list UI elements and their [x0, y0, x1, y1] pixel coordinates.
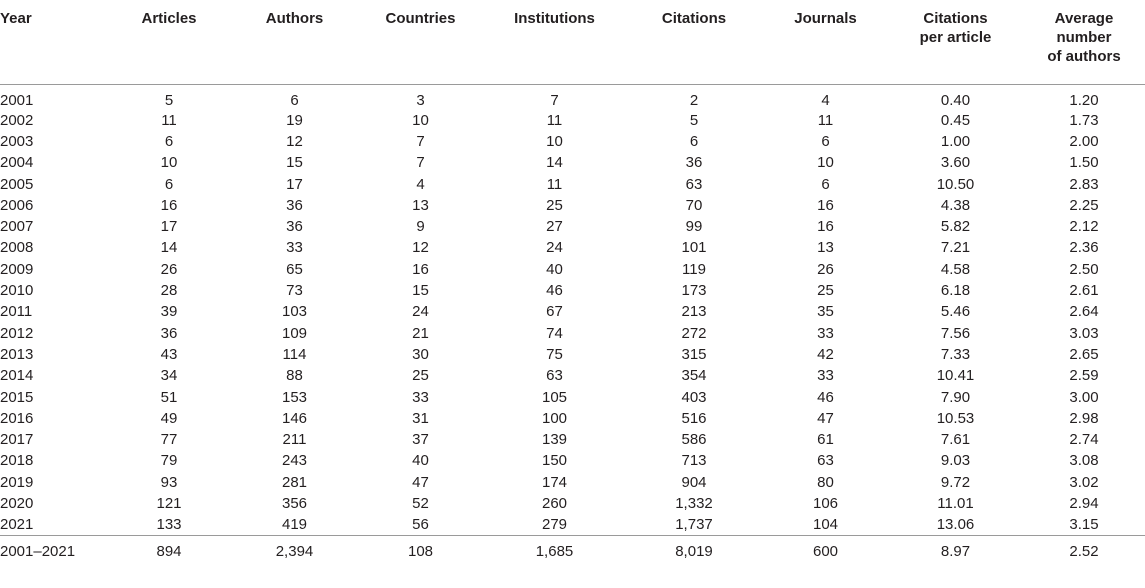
- cell-journals: 25: [817, 282, 834, 300]
- cell-year: 2013: [0, 345, 34, 363]
- cell-countries: 56: [412, 516, 429, 534]
- table-row: [0, 237, 1145, 258]
- cell-citations: 213: [681, 303, 707, 321]
- cell-authors: 19: [286, 111, 303, 129]
- cell-authors: 36: [286, 196, 303, 214]
- cell-institutions: 7: [550, 91, 559, 109]
- table-row: [0, 216, 1145, 237]
- column-header-average-number-of-authors: [1023, 0, 1145, 84]
- column-header-institutions: [484, 0, 625, 84]
- column-header-line: Journals: [794, 10, 857, 27]
- cell-citations: 36: [685, 154, 703, 172]
- cell-authors: 17: [286, 175, 303, 193]
- cell-citations: 1,332: [675, 494, 713, 512]
- cell-institutions: 25: [546, 196, 563, 214]
- cell-average-number-of-authors: 2.74: [1069, 431, 1099, 449]
- cell-countries: 40: [412, 452, 429, 470]
- column-header-line: Year: [0, 10, 32, 27]
- column-header-line: Citations: [661, 10, 727, 27]
- cell-average-number-of-authors: 3.15: [1069, 516, 1099, 534]
- cell-authors: 109: [281, 324, 308, 342]
- cell-countries: 31: [412, 409, 429, 427]
- cell-average-number-of-authors: 2.83: [1069, 175, 1099, 193]
- cell-citations-per-article: 10.50: [936, 175, 975, 193]
- table-row: [0, 195, 1145, 216]
- total-countries: 108: [357, 535, 484, 575]
- table-row: [0, 429, 1145, 450]
- cell-articles: 14: [160, 239, 178, 257]
- cell-average-number-of-authors: 1.20: [1069, 91, 1099, 109]
- cell-journals: 35: [817, 303, 834, 321]
- cell-average-number-of-authors: 2.12: [1069, 218, 1099, 236]
- header-row: [0, 0, 1145, 84]
- cell-average-number-of-authors: 2.59: [1069, 367, 1099, 385]
- cell-citations-per-article: 7.21: [940, 239, 971, 257]
- cell-average-number-of-authors: 1.73: [1069, 111, 1099, 129]
- cell-articles: 133: [156, 516, 182, 534]
- cell-year: 2012: [0, 324, 34, 342]
- cell-citations-per-article: 4.38: [940, 196, 971, 214]
- cell-countries: 15: [412, 282, 429, 300]
- cell-countries: 10: [412, 111, 429, 129]
- cell-institutions: 14: [546, 154, 563, 172]
- table-row: [0, 365, 1145, 386]
- cell-citations-per-article: 3.60: [940, 154, 971, 172]
- cell-institutions: 75: [546, 345, 563, 363]
- table-footer: [0, 535, 1145, 575]
- cell-citations-per-article: 9.03: [940, 452, 971, 470]
- column-header-line: of authors: [1047, 48, 1121, 65]
- cell-authors: 114: [282, 345, 307, 363]
- cell-year: 2021: [0, 516, 34, 534]
- table-row: [0, 408, 1145, 429]
- cell-average-number-of-authors: 2.00: [1069, 132, 1099, 150]
- cell-average-number-of-authors: 1.50: [1069, 154, 1099, 172]
- column-header-line: Citations: [923, 10, 988, 27]
- cell-citations: 70: [685, 196, 703, 214]
- table-row: [0, 131, 1145, 152]
- cell-year: 2015: [0, 388, 34, 406]
- cell-journals: 80: [817, 473, 834, 491]
- cell-citations-per-article: 10.41: [936, 367, 975, 385]
- cell-countries: 4: [416, 175, 425, 193]
- cell-countries: 9: [416, 218, 425, 236]
- cell-average-number-of-authors: 2.25: [1069, 196, 1099, 214]
- cell-journals: 13: [817, 239, 834, 257]
- table-row: [0, 493, 1145, 514]
- cell-countries: 33: [412, 388, 429, 406]
- cell-journals: 6: [821, 175, 830, 193]
- cell-authors: 12: [286, 132, 303, 150]
- cell-countries: 12: [412, 239, 429, 257]
- cell-citations-per-article: 10.53: [936, 409, 975, 427]
- cell-citations: 2: [689, 91, 699, 109]
- cell-institutions: 279: [541, 516, 568, 534]
- column-header-countries: [357, 0, 484, 84]
- cell-year: 2011: [0, 303, 33, 321]
- cell-authors: 211: [282, 431, 307, 449]
- cell-articles: 77: [160, 431, 178, 449]
- cell-citations-per-article: 5.82: [940, 218, 971, 236]
- table-row: [0, 514, 1145, 535]
- cell-institutions: 11: [546, 175, 563, 193]
- cell-citations: 516: [681, 409, 707, 427]
- cell-institutions: 150: [541, 452, 568, 470]
- cell-year: 2014: [0, 367, 34, 385]
- cell-institutions: 40: [546, 260, 563, 278]
- cell-journals: 6: [821, 132, 830, 150]
- cell-institutions: 139: [541, 431, 568, 449]
- cell-journals: 4: [821, 91, 830, 109]
- cell-year: 2017: [0, 431, 34, 449]
- table-row: [0, 173, 1145, 194]
- cell-average-number-of-authors: 2.64: [1069, 303, 1099, 321]
- cell-year: 2007: [0, 218, 34, 236]
- cell-journals: 42: [817, 345, 834, 363]
- total-year: 2001–2021: [0, 535, 106, 575]
- column-header-line: per article: [919, 29, 992, 46]
- cell-citations-per-article: 0.40: [940, 91, 971, 109]
- cell-articles: 93: [160, 473, 178, 491]
- total-row: [0, 535, 1145, 575]
- cell-journals: 33: [817, 324, 834, 342]
- cell-authors: 281: [281, 473, 308, 491]
- cell-institutions: 100: [541, 409, 568, 427]
- cell-countries: 37: [412, 431, 429, 449]
- cell-citations: 119: [682, 260, 706, 278]
- table-row: [0, 344, 1145, 365]
- total-average-number-of-authors: 2.52: [1023, 535, 1145, 575]
- cell-articles: 6: [164, 132, 174, 150]
- cell-year: 2009: [0, 260, 34, 278]
- cell-citations-per-article: 7.61: [940, 431, 971, 449]
- cell-articles: 11: [161, 111, 177, 129]
- cell-journals: 10: [817, 154, 834, 172]
- cell-journals: 46: [817, 388, 834, 406]
- table-row: [0, 450, 1145, 471]
- cell-year: 2020: [0, 494, 34, 512]
- cell-citations: 63: [685, 175, 703, 193]
- cell-articles: 17: [160, 218, 178, 236]
- cell-year: 2003: [0, 132, 34, 150]
- cell-average-number-of-authors: 2.98: [1069, 409, 1099, 427]
- cell-citations-per-article: 4.58: [940, 260, 971, 278]
- cell-year: 2019: [0, 473, 34, 491]
- cell-articles: 26: [160, 260, 178, 278]
- cell-authors: 88: [286, 367, 303, 385]
- cell-institutions: 260: [541, 494, 568, 512]
- cell-authors: 243: [281, 452, 308, 470]
- cell-articles: 49: [160, 409, 178, 427]
- column-header-articles: [106, 0, 232, 84]
- table-row: [0, 84, 1145, 110]
- cell-institutions: 10: [546, 132, 563, 150]
- cell-citations-per-article: 7.33: [940, 345, 971, 363]
- column-header-year: [0, 0, 106, 84]
- cell-average-number-of-authors: 2.61: [1069, 282, 1099, 300]
- cell-articles: 79: [160, 452, 178, 470]
- total-institutions: 1,685: [484, 535, 625, 575]
- cell-average-number-of-authors: 3.00: [1069, 388, 1099, 406]
- cell-authors: 36: [286, 218, 303, 236]
- cell-countries: 30: [412, 345, 429, 363]
- table-row: [0, 110, 1145, 131]
- cell-institutions: 67: [546, 303, 563, 321]
- cell-journals: 63: [817, 452, 834, 470]
- cell-year: 2010: [0, 282, 34, 300]
- cell-articles: 16: [160, 196, 178, 214]
- cell-articles: 28: [160, 282, 178, 300]
- cell-citations: 904: [681, 473, 707, 491]
- cell-articles: 51: [160, 388, 178, 406]
- cell-institutions: 105: [541, 388, 568, 406]
- cell-journals: 26: [817, 260, 834, 278]
- cell-articles: 36: [160, 324, 178, 342]
- cell-year: 2004: [0, 154, 34, 172]
- cell-citations-per-article: 1.00: [940, 132, 971, 150]
- column-header-authors: [232, 0, 357, 84]
- cell-authors: 65: [286, 260, 303, 278]
- cell-countries: 16: [412, 260, 429, 278]
- cell-average-number-of-authors: 3.02: [1069, 473, 1099, 491]
- table-row: [0, 301, 1145, 322]
- cell-citations: 354: [681, 367, 707, 385]
- cell-average-number-of-authors: 2.50: [1069, 260, 1099, 278]
- cell-year: 2005: [0, 175, 34, 193]
- cell-citations: 403: [681, 388, 707, 406]
- column-header-line: number: [1056, 29, 1112, 46]
- cell-average-number-of-authors: 3.08: [1069, 452, 1099, 470]
- cell-articles: 121: [156, 494, 182, 512]
- cell-journals: 104: [812, 516, 839, 534]
- cell-citations-per-article: 7.56: [940, 324, 971, 342]
- table-row: [0, 152, 1145, 173]
- cell-average-number-of-authors: 2.36: [1069, 239, 1099, 257]
- cell-countries: 21: [412, 324, 429, 342]
- cell-authors: 146: [281, 409, 308, 427]
- column-header-citations: [625, 0, 763, 84]
- cell-journals: 33: [817, 367, 834, 385]
- column-header-citations-per-article: [888, 0, 1023, 84]
- cell-average-number-of-authors: 3.03: [1069, 324, 1099, 342]
- cell-institutions: 74: [546, 324, 563, 342]
- cell-average-number-of-authors: 2.65: [1069, 345, 1099, 363]
- cell-citations: 315: [681, 345, 707, 363]
- table-body: [0, 84, 1145, 535]
- cell-institutions: 174: [541, 473, 568, 491]
- cell-citations-per-article: 9.72: [940, 473, 971, 491]
- cell-authors: 356: [281, 494, 308, 512]
- column-header-line: Authors: [265, 10, 324, 27]
- cell-journals: 11: [817, 111, 834, 129]
- total-authors: 2,394: [232, 535, 357, 575]
- cell-articles: 10: [160, 154, 178, 172]
- cell-citations-per-article: 5.46: [940, 303, 971, 321]
- cell-institutions: 11: [546, 111, 563, 129]
- cell-articles: 5: [164, 91, 174, 109]
- table-row: [0, 472, 1145, 493]
- cell-institutions: 24: [546, 239, 563, 257]
- table-row: [0, 259, 1145, 280]
- cell-year: 2016: [0, 409, 34, 427]
- cell-institutions: 46: [546, 282, 563, 300]
- cell-citations: 272: [681, 324, 707, 342]
- cell-countries: 25: [412, 367, 429, 385]
- cell-year: 2001: [0, 91, 34, 109]
- cell-citations-per-article: 0.45: [940, 111, 971, 129]
- cell-citations: 586: [681, 431, 707, 449]
- cell-institutions: 63: [546, 367, 563, 385]
- cell-journals: 47: [817, 409, 834, 427]
- total-articles: 894: [106, 535, 232, 575]
- cell-citations: 101: [681, 239, 707, 257]
- cell-countries: 52: [412, 494, 429, 512]
- cell-citations: 5: [689, 111, 699, 129]
- column-header-line: Average: [1054, 10, 1114, 27]
- cell-authors: 419: [281, 516, 308, 534]
- cell-journals: 16: [817, 218, 834, 236]
- cell-countries: 3: [416, 91, 425, 109]
- column-header-journals: [763, 0, 888, 84]
- cell-citations: 6: [689, 132, 699, 150]
- cell-authors: 15: [286, 154, 303, 172]
- cell-countries: 13: [412, 196, 429, 214]
- cell-authors: 103: [281, 303, 308, 321]
- cell-year: 2008: [0, 239, 34, 257]
- cell-citations: 713: [681, 452, 707, 470]
- cell-articles: 34: [160, 367, 178, 385]
- cell-year: 2018: [0, 452, 34, 470]
- column-header-line: Countries: [385, 10, 456, 27]
- table-row: [0, 280, 1145, 301]
- table-header: [0, 0, 1145, 84]
- cell-journals: 61: [817, 431, 834, 449]
- cell-citations-per-article: 13.06: [936, 516, 975, 534]
- cell-authors: 33: [286, 239, 303, 257]
- cell-authors: 6: [290, 91, 299, 109]
- cell-journals: 106: [812, 494, 839, 512]
- cell-countries: 7: [416, 154, 425, 172]
- table-row: [0, 322, 1145, 343]
- cell-citations-per-article: 7.90: [940, 388, 971, 406]
- column-header-line: Articles: [141, 10, 197, 27]
- cell-countries: 47: [412, 473, 429, 491]
- cell-citations-per-article: 6.18: [940, 282, 971, 300]
- cell-countries: 7: [416, 132, 425, 150]
- cell-citations-per-article: 11.01: [937, 494, 974, 512]
- total-journals: 600: [763, 535, 888, 575]
- cell-institutions: 27: [546, 218, 563, 236]
- total-citations-per-article: 8.97: [888, 535, 1023, 575]
- cell-average-number-of-authors: 2.94: [1069, 494, 1099, 512]
- cell-articles: 43: [160, 345, 178, 363]
- cell-year: 2006: [0, 196, 34, 214]
- total-citations: 8,019: [625, 535, 763, 575]
- cell-citations: 173: [681, 282, 707, 300]
- cell-citations: 1,737: [675, 516, 713, 534]
- cell-year: 2002: [0, 111, 34, 129]
- cell-authors: 153: [281, 388, 308, 406]
- cell-countries: 24: [412, 303, 429, 321]
- cell-citations: 99: [685, 218, 703, 236]
- cell-articles: 39: [160, 303, 178, 321]
- cell-articles: 6: [164, 175, 174, 193]
- cell-journals: 16: [817, 196, 834, 214]
- column-header-line: Institutions: [514, 10, 595, 27]
- cell-authors: 73: [286, 282, 303, 300]
- table-row: [0, 386, 1145, 407]
